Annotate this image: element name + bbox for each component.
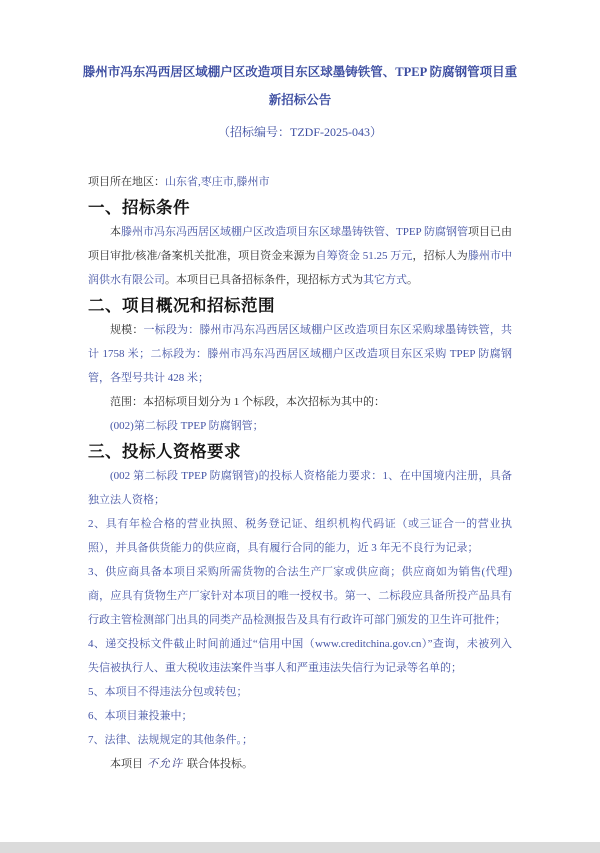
scale-label: 规模： bbox=[110, 324, 144, 336]
qualification-item-5: 5、本项目不得违法分包或转包； bbox=[88, 686, 248, 698]
page-title bbox=[38, 58, 562, 114]
qualification-item-6: 6、本项目兼投兼中； bbox=[88, 710, 193, 722]
location-value: 山东省,枣庄市,滕州市 bbox=[165, 176, 270, 188]
scope-line: 范围：本招标项目划分为 1 个标段，本次招标为其中的： bbox=[110, 396, 385, 408]
section-heading-bid-conditions: 一、招标条件 bbox=[88, 198, 190, 217]
qualification-item-1: (002 第二标段 TPEP 防腐钢管)的投标人资格能力要求：1、在中国境内注册，具备独立法人资格； bbox=[88, 470, 512, 506]
text-segment: 。本项目已具备招标条件，现招标方式为 bbox=[165, 274, 363, 286]
bid-conditions-paragraph bbox=[88, 220, 512, 292]
page-title-line1: 滕州市冯东冯西居区域棚户区改造项目东区球墨铸铁管、TPEP 防腐钢管项目重 bbox=[82, 65, 518, 79]
text-segment: 。 bbox=[407, 274, 418, 286]
tenderee-value: 滕州市中润供水有限公司 bbox=[88, 250, 513, 286]
qualification-item-7: 7、法律、法规规定的其他条件。； bbox=[88, 734, 253, 746]
text-segment: 本 bbox=[110, 226, 121, 238]
location-label: 项目所在地区： bbox=[88, 176, 165, 188]
funding-source-value: 自筹资金 51.25 万元 bbox=[315, 250, 413, 262]
text-segment: 项目已由项目审批/核准/备案机关批准，项目资金来源为 bbox=[88, 226, 513, 262]
scale-paragraph bbox=[88, 318, 512, 390]
page-title-line2: 新招标公告 bbox=[268, 93, 332, 107]
section-heading-project-overview: 二、项目概况和招标范围 bbox=[88, 296, 275, 315]
text-segment: ，招标人为 bbox=[412, 250, 468, 262]
qualification-item-3: 3、供应商具备本项目采购所需货物的合法生产厂家或供应商；供应商如为销售(代理)商，应具有货物生产厂家针对本项目的唯一授权书。第一、二标段应具备所投产品具有行政主管检测部门出具的同类产品检测报告及具有行政许可部门颁发的卫生许可批件； bbox=[88, 566, 512, 626]
page-bottom-strip bbox=[0, 842, 600, 853]
qualification-item-2: 2、具有年检合格的营业执照、税务登记证、组织机构代码证（或三证合一的营业执照），并具备供货能力的供应商，具有履行合同的能力，近 3 年无不良行为记录； bbox=[88, 518, 512, 554]
project-name-value: 滕州市冯东冯西居区域棚户区改造项目东区球墨铸铁管、TPEP 防腐钢管 bbox=[121, 226, 469, 238]
section-heading-bidder-qualification: 三、投标人资格要求 bbox=[88, 442, 241, 461]
qualification-item-4: 4、递交投标文件截止时间前通过“信用中国（www.creditchina.gov.cn）”查询，未被列入失信被执行人、重大税收违法案件当事人和严重违法失信行为记录等名单的； bbox=[88, 638, 512, 674]
scale-value: 一标段为：滕州市冯东冯西居区域棚户区改造项目东区采购球墨铸铁管，共计 1758 米；二标段为：滕州市冯东冯西居区域棚户区改造项目东区采购 TPEP 防腐钢管，各型号共计 428 米； bbox=[88, 324, 512, 384]
joint-bid-suffix: 联合体投标。 bbox=[187, 758, 253, 770]
joint-bid-allowed-value: 不允许 bbox=[147, 758, 183, 770]
joint-bid-line bbox=[88, 752, 512, 776]
bid-number: （招标编号：TZDF-2025-043） bbox=[218, 125, 382, 139]
lot-line: (002)第二标段 TPEP 防腐钢管； bbox=[110, 420, 264, 432]
bid-method-value: 其它方式 bbox=[363, 274, 407, 286]
location-line bbox=[88, 170, 512, 194]
joint-bid-prefix: 本项目 bbox=[110, 758, 143, 770]
